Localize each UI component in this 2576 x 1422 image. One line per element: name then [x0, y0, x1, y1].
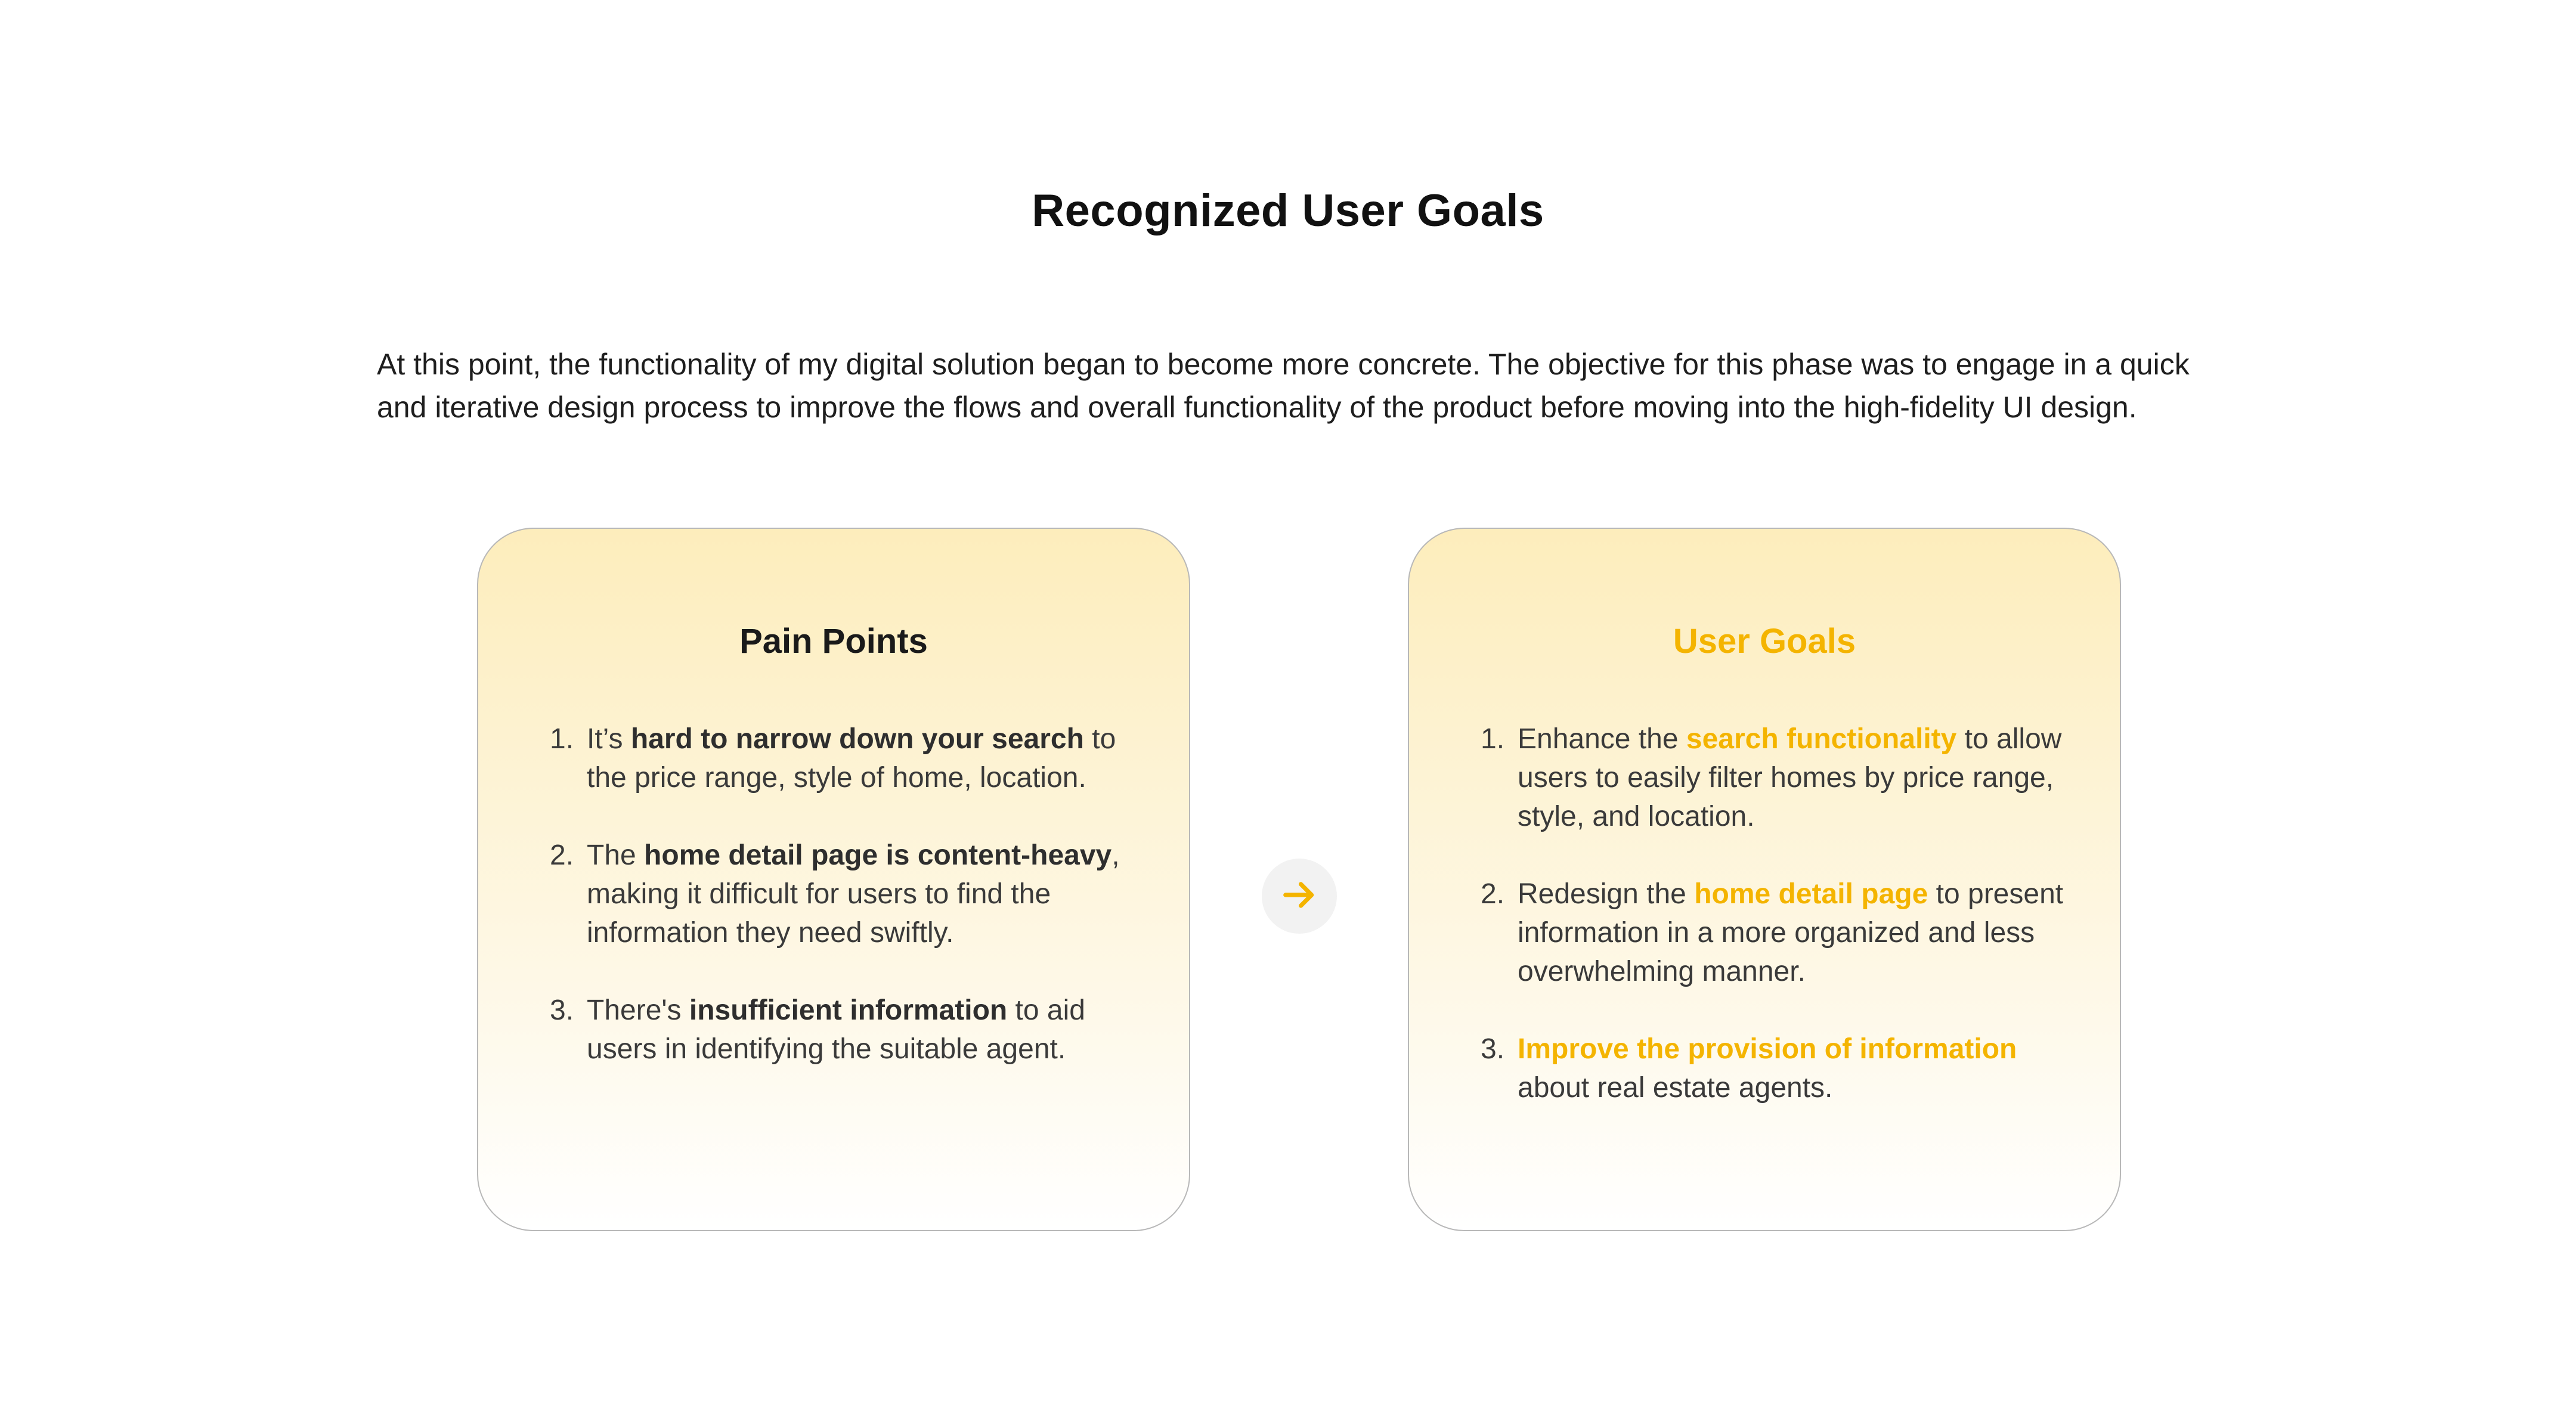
intro-paragraph: At this point, the functionality of my digital solution began to become more concrete. The objective for this phase was to engage in a quick and iterative design process to improve the flows and overall functionality of the product before moving into the high-fidelity UI design. — [377, 348, 2190, 424]
list-number: 1. — [550, 723, 574, 755]
list-emphasis: home detail page — [1694, 878, 1928, 910]
list-text: to present information in a more organized and less overwhelming manner. — [1518, 878, 2064, 987]
list-text: Enhance the — [1518, 723, 1686, 755]
list-emphasis: search functionality — [1686, 723, 1957, 755]
arrow-connector — [1262, 859, 1337, 934]
list-item — [1481, 720, 2077, 836]
list-text: to allow users to easily filter homes by price range, style, and location. — [1518, 723, 2062, 832]
page-title: Recognized User Goals — [1032, 185, 1544, 236]
list-number: 1. — [1481, 723, 1505, 755]
list-text: There's — [587, 995, 689, 1026]
list-item — [1481, 875, 2077, 991]
list-number: 3. — [1481, 1033, 1505, 1065]
list-number: 3. — [550, 995, 574, 1026]
pain-points-card — [477, 528, 1190, 1231]
list-item — [550, 720, 1146, 797]
list-text: Redesign the — [1518, 878, 1695, 910]
pain-points-title: Pain Points — [739, 622, 928, 661]
list-text: The — [587, 839, 645, 871]
pain-points-list — [550, 720, 1146, 1107]
list-number: 2. — [1481, 878, 1505, 910]
list-number: 2. — [550, 839, 574, 871]
user-goals-list — [1481, 720, 2077, 1146]
list-text: , making it difficult for users to find the information they need swiftly. — [587, 839, 1120, 949]
user-goals-title: User Goals — [1673, 622, 1856, 661]
list-item — [1481, 1030, 2077, 1107]
list-emphasis: hard to narrow down your search — [630, 723, 1084, 755]
list-item — [550, 836, 1146, 952]
list-item — [550, 991, 1146, 1068]
list-emphasis: insufficient information — [689, 995, 1008, 1026]
list-text: about real estate agents. — [1518, 1072, 1833, 1104]
list-text: to aid users in identifying the suitable agent. — [587, 995, 1085, 1065]
list-emphasis: Improve the provision of information — [1518, 1033, 2017, 1065]
list-emphasis: home detail page is content-heavy — [644, 839, 1112, 871]
user-goals-card — [1408, 528, 2121, 1231]
list-text: to the price range, style of home, location. — [587, 723, 1116, 794]
list-text: It’s — [587, 723, 631, 755]
arrow-right-icon — [1281, 876, 1318, 916]
